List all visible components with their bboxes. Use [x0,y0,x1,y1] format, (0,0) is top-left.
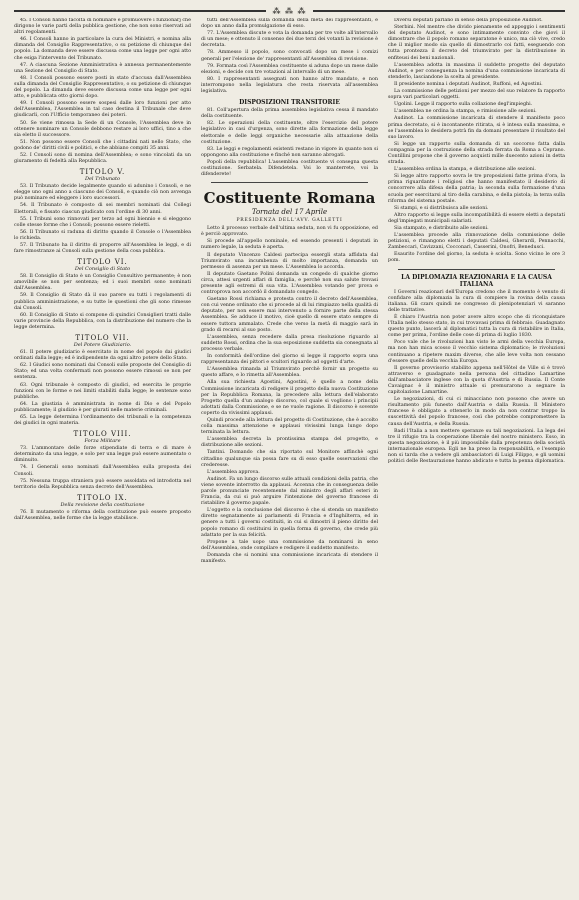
section-title: TITOLO VI. [77,258,128,267]
paragraph: Domanda che si nomini una commissione incaricata di stendere il manifesto. [201,552,378,565]
paragraph: Poco vale che le rivoluzioni han visto le armi della vecchia Europa, ma non han mica scosso il vecchio sistema diplomatico; le rivoluzioni continuano a ripetere maxim diverse, che alle leve volta non cessano d'essere quelle della vecchia Europa. [388,340,565,364]
paragraph: Badi l'Italia a non mettere speranze su tali negoziazioni. La lega dei tre il rifugio tra la cooperazione liberale del nostro ministero. Esso, in questa negoziazione, è il più impossibile dalla prepotenza della società internazionale europea. Egli ne ha preso la responsabilità, e l'esempio non si tarda che a vedere gli ambasciatori di Luigi Filippo, e gli uomini politici delle Restaurazione hanno abdicato e tutta la penna diplomatica. [388,428,565,465]
main-headline: Costituente Romana [203,189,376,208]
paragraph: 73. L'ammontare delle forze stipendiate di terra e di mare è determinato da una legge, e solo per una legge può essere aumentato o diminuito. [14,446,191,464]
top-rule [14,6,565,16]
paragraph: Il deputato Vincenzo Caldesi partecipa essergli stata affidata dal Triumvirato una incumbenza di molto importanza, domanda un permesso di assenza per un mese. L'Assemblea lo accorda. [201,252,378,270]
column-right [388,18,565,894]
paragraph: L'Assemblea rimanda al Triumvirato perchè fornir un progetto su questo affare, e lo rimetta all'Assemblea. [201,367,378,379]
section-subtitle: Della revisione della costituzione [60,501,145,508]
paragraph: 65. La legge determina l'ordinamento dei tribunali e la competenza dei giudici in ogni materia. [14,414,191,427]
paragraph: 58. Il Consiglio di Stato è un Consiglio Consultivo permanente; è non amovibile se non per sentenza; ed i suoi membri sono nominati dall'Assemblea. [14,274,191,292]
section-subtitle: Forza Militare [84,438,121,445]
paragraph: Quindi procede alla lettura del progetto di Costituzione, che è accolto colla massima attenzione e applausi vivissimi lunga lungo dopo terminata la lettura. [201,417,378,436]
paragraph: Tantini. Domando che sia riportato sul Monitore affinchè ogni cittadino qualunque sia possa fare su di esso quelle osservazioni che crederesse. [201,450,378,468]
article-group [14,350,191,427]
column-middle [201,18,378,894]
section-title: TITOLO IX. [77,493,128,502]
paragraph: 52. I Consoli sono di nomina dell'Assemblea; e sono vincolati da un giuramento di fedeltà alla Repubblica. [14,152,191,165]
paragraph: 77. L'Assemblea discute e vota la domanda per tre volte all'intervallo di un mese; e ottenuto il consenso dei due terzi dei votanti la revisione è decretata. [201,31,378,49]
paragraph: 56. Il Tribunato si raduna di diritto quando il Console o l'Assemblea lo richieda. [14,229,191,241]
section-title: LA DIPLOMAZIA REAZIONARIA E LA CAUSA ITALIANA [401,273,552,288]
top-rule-line [14,10,266,12]
paragraph: 83. Le leggi e regolamenti esistenti restano in vigore in quanto non si oppongono alla costituzione e finché non saranno abrogati. [201,146,378,158]
paragraph: 57. Il Tribunato ha il diritto di proporre all'Assemblea le leggi, e di fare rimostranze ai Consoli sulla gestione della cosa pubblica. [14,243,191,255]
article-group [14,274,191,331]
paragraph: 51. Non possono essere Consoli che i cittadini nati nello Stato, che godono de' diritti civili e politici, e che abbiano compiti 35 anni. [14,139,191,151]
paragraph: tutti dell'Assemblea sulla domanda della metà dei rappresentanti, e dopo un anno dalla promulgazione di esso. [201,18,378,30]
paragraph: 55. I Tribuni sono rinnovati per terzo ad ogni biennio e si eleggono colle stesse forme che i Consoli; possono essere rieletti. [14,216,191,228]
section-title: TITOLO VII. [75,334,130,343]
divider [398,269,555,270]
paragraph: Letto il processo verbale dell'ultima seduta, non vi fu opposizione, ed è perciò approvato. [201,226,378,238]
paragraph: L'assemblea approva. [207,469,260,475]
paragraph: 63. Ogni tribunale è composto di giudici, ed esercita le proprie funzioni con le forme e nei limiti stabiliti dalla legge; le sentenze sono pubbliche. [14,382,191,400]
paragraph: 76. Il mutamento o riforma della costituzione può essere proposto dall'Assemblea, nelle forme che la legge stabilisce. [14,509,191,521]
article-group [201,226,378,565]
article-group [388,18,565,265]
paragraph: Esaurito l'ordine del giorno, la seduta è sciolta. Sono vicino le ore 3 pom. [388,252,565,264]
paragraph: Sia stampato, e distribuito alle sezioni. [394,226,489,231]
paragraph: Ugolini. Legge il rapporto sulla collazione degl'impieghi. [394,102,533,108]
paragraph: 82. Le operazioni della costituente, oltre l'esercizio del potere legislativo in casi d'urgenza, sono dirette alla formazione della legge elettorale e delle leggi organiche necessarie alla attuazione della costituzione. [201,121,378,145]
paragraph: 79. Formata così l'Assemblea costituente si aduna dopo un mese dalle elezioni, e decide con tre votazioni al intervallo di un mese. [201,63,378,75]
paragraph: Il deputato Gaetano Polini domanda un congedo di qualche giorno circa, attesi urgenti affari di famiglia, e perchè non sua salute trovasi presente agli estremi di sua vita. L'Assemblea votando per prova e controprova non accordò il domandato congedo. [201,271,378,296]
article-group [14,446,191,491]
paragraph: 64. La giustizia è amministrata in nome di Dio e del Popolo pubblicamente; il giudizio è per giurati nelle materie criminali. [14,401,191,413]
ornament-icon: ⁂ ⁂ ⁂ [272,6,307,16]
divider [211,182,368,183]
paragraph: Si procede all'appello nominale, ed essendo presenti i deputati in numero legale, la seduta è aperta. [201,239,378,251]
paragraph: Popoli della repubblica! L'assemblea costituente vi consegna questa costituzione. Serbatela. Difendetela. Voi lo manterrete, voi la difenderete! [201,159,378,178]
paragraph: Alla sua richiesta Agostini, Agostini, è quello a nome della Commissione incaricata di redigere il progetto della nuova Costituzione per la Repubblica Romana, la precedere alla lettura dell'elaborato Progetto quella d'un analogo discorso, col quale si vogliono i principii adottati dalla Commissione, e se ne vuole ragione. Il discorso è sovente coperto da vivissimi applausi. [201,380,378,416]
paragraph: 53. Il Tribunato decide legalmente quando si adunino i Consoli, e ne elegge uno ogni anno a ciascuno dei Consoli, e quando ciò non avvenga può nominare ed eleggere i loro successori. [14,184,191,202]
paragraph: 60. Il Consiglio di Stato si compone di quindici Consiglieri tratti dalle varie provincie della Repubblica, con la distribuzione del numero che la legge determina. [14,312,191,330]
paragraph: 62. I Giudici sono nominati dai Consoli sulle proposte del Consiglio di Stato; ed una volta confermati non possono essere rimossi se non per sentenza. [14,363,191,381]
top-rule-line [313,10,565,12]
section-subtitle: Del Potere Giudiziario. [73,342,132,349]
paragraph: 61. Il potere giudiziario è esercitato in nome del popolo dai giudici ordinati dalla legge; ed è indipendente da ogni altro potere dello Stato. [14,350,191,362]
session-date: Tornata del 17 Aprile [251,208,328,217]
paragraph: 46. I Consoli hanno in particolare la cura dei Ministri, e nomina alla dimanda del Consiglio Rappresentativo, o su petizione di chiunque del popolo. La domanda deve essere discussa come una legge per ogni atto che esiga l'intervento del Tribunato. [14,37,191,61]
article-group [388,290,565,466]
paragraph: Il presidente nomina i deputati Audinot, Ruffoni, ed Agostini. [394,81,543,87]
paragraph: Si legge un rapporto sulla domanda di un soccorso fatta dalla compagnia per la costruzione della strada ferrata da Roma a Ceprano. Contillini propone che il governo acquisti mille duecento azioni in detta strada. [388,141,565,166]
paragraph: È chiaro l'Austria non poter avere altro scopo che di riconquistare l'Italia nello stesso stato, in cui trovavasi prima di febbraio. Guadagnato questo punto, lascerà al diplomatici tutta la cura di ristabilire in Italia, come per prima, l'ordine delle cose di prima di luglio 1830. [388,314,565,339]
paragraph: L'assemblea procede alla rinnovazione della commissione delle petizioni, e rimangono eletti i deputati Caldesi, Gherardi, Pennacchi, Zambeccari, Cavizzani, Cocconari, Casserini, Onofri, Benedusci. [388,233,565,251]
presidency-line: PRESIDENZA DELL'AVV. GALLETTI [236,218,343,224]
text-columns [14,18,565,894]
article-group [201,108,378,178]
paragraph: L'assemblea adotta in massima il suddetto progetto del deputato Audinot, e per conseguenza la nomina d'una commissione incaricata di stenderlo, lasciandone la scelta al presidente. [388,62,565,80]
paragraph: Altro rapporto si legge sulla incompatibilità di essere eletti a deputati degl'impiegati municipali salariati. [388,212,565,224]
article-group [14,121,191,166]
paragraph: Gaetano Rossi richiama e protesta contro il decreto dell'Assemblea, con cui venne ordinato che si procede al di lui rimpiazzo nella qualità di deputato, per non essere mai intervenuto a fornire parte della stessa Assemblea. Se adduce il motivo, cioè quello di essere stato sempre di essere tuttora ammalato. Crede che verso la metà di maggio sarà in grado di recarsi al suo posto. [201,297,378,333]
paragraph: 59. Il Consiglio di Stato dà il suo parere su tutti i regolamenti di pubblica amministrazione, e su tutte le questioni che gli sono rimesse dai Consoli. [14,293,191,311]
paragraph: L'assemblea ordina la stampa, e distribuzione alle sezioni. [394,167,536,173]
paragraph: L'oggetto e la conclusione del discorso è che si stenda un manifesto diretto segnatamente ai parlamenti di Francia e d'Inghilterra, ed in genere a tutti i governi costituiti, in cui si dimostri il pieno diritto del popolo romano di costituirsi in quella forma di governo, che crede più adattato per la sua felicità. [201,508,378,538]
paragraph: Si legge altro rapporto sovra le tre proposizioni fatte prima d'ora, la prima riguardante i religiosi che hanno manifestato il desiderio di concorrere alla difesa della patria; la seconda sulla formazione d'una scuola per esercitarsi al tiro della carabina, e della pistola; la terza sulla riforma del sistema postale. [388,174,565,204]
section-subtitle: Del Tribunato [84,176,121,183]
paragraph: 80. I rappresentanti assegnati non hanno altro mandato, e non interrompono nella legislatura che resta riservata all'assemblea legislativa. [201,76,378,95]
paragraph: Il governo provvisorio stabilito appena nell'Hôtel de Ville si è trovò attraverso e guadagnato nella persona del cittadino Lamartine dall'ambasciatore inglese con la quota d'Austria e di Russia. Il Conte Cavaignac è il ministro attuale si premurarono a segnare la capitolazione Lamartine. [388,365,565,396]
paragraph: L'assemblea decreta la prontissima stampa del progetto, e distribuzione alle sezioni. [201,437,378,449]
paragraph: 74. I Generali sono nominati dall'Assemblea sulla proposta dei Consoli. [14,465,191,477]
paragraph: La commissione delle petizioni per mezzo del suo relatore fa rapporto sopra vari particolari oggetti. [388,89,565,101]
paragraph: 50. Se viene rimossa la Sede di un Console, l'Assemblea deve in ottenere nominare un Console debbono restare ai loro uffici, tino a che sia eletto il successore. [14,120,191,138]
paragraph: 45. I Consoli hanno facoltà di nominare e promuovere i funzionarj che dirigono le varie parti della pubblica gestione, che non sono riservati ad altri regolamenti. [14,18,191,36]
paragraph: 54. Il Tribunato è composto di sei membri nominati dai Collegi Elettorali, e fissato ciascun giudicato con l'ordine di 30 anni. [14,203,191,215]
section-subtitle: Del Consiglio di Stato [74,266,131,273]
section-title: DISPOSIZIONI TRANSITORIE [239,99,340,107]
paragraph: L'assemblea ne ordina la stampa, e rimissione alle sezioni. [394,109,537,115]
paragraph: 75. Nessuna truppa straniera può essere assoldata ed introdotta nel territorio della Repubblica senza decreto dell'Assemblea. [14,478,191,490]
paragraph: L'assemblea, senza recedere dalla presa risoluzione riguardo al suddetto Rossi, ordina che la sua esposizione suddetta sia consegnata al processo verbale. [201,334,378,352]
paragraph: Le negoziazioni, di cui ci minacciano non possono che avere un risultamento più funesto dall'Austria e dalla Russia. Il Ministero francese è obbligato a ottenerlo in modo da non contrar troppo la suscettività del popolo francese, così che potrebbe compromettere la causa dell'Austria, e della Russia. [388,397,565,427]
article-group [14,510,191,522]
paragraph: 48. I Consoli possono essere posti in stato d'accusa dall'Assemblea sulla dimanda del Consiglio Rappresentativo, o su petizione di chiunque del popolo. La dimanda deve essere discussa come una legge per ogni atto, e pubblicata otto giorni dopo. [14,75,191,100]
paragraph: Diversi deputati parlano in senso della proposizione Audinot. [394,18,543,23]
article-group [14,184,191,255]
paragraph: 47. A ciascuna Sezione Amministrativa è annessa permanentemente una Sezione del Consiglio di Stato. [14,62,191,74]
paragraph: 78. Ammesso il popolo, sono convocati dopo un mese i comizi generali per l'elezione de' rappresentanti all'Assemblea di revisione. [201,50,378,62]
paragraph: I Governi reazionari dell'Europa credono che il momento è venuto di confidare alla diplomazia la cura di compiere la rovina della causa italiana. Gli czars quindi ne congresso di plenipotenziari vi saranno delle trattative. [388,289,565,313]
column-left [14,18,191,894]
paragraph: Propone a tale uopo una commissione da nominarsi in seno dell'Assemblea, onde compilare e redigere il suddetto manifesto. [201,539,378,551]
paragraph: Sterbini. Nel mentre che divido pienamente ed appoggio i sentimenti del deputato Audinot, e sono intimamente convinto che giovi il dimostrare che il popolo romano separatone è unico, ma ciò vive, credo che il miglior modo sia quello di dimostrarlo coi fatti, eseguendo con tutta prontezza il decreto del triumvirato per la distribuzione in enfiteusi dei beni nazionali. [388,25,565,61]
section-title: TITOLO V. [79,168,126,177]
article-group [201,18,378,95]
paragraph: 81. Coll'apertura della prima assemblea legislativa cessa il mandato della costituente. [201,108,378,120]
paragraph: Si stampi, e si distribuisca alle sezioni. [394,205,489,211]
paragraph: In conformità dell'ordine del giorno si legge il rapporto sopra una rappresentanza dei pittori e scultori riguardo ad oggetti d'arte. [201,354,378,366]
section-title: TITOLO VIII. [73,430,132,439]
paragraph: 49. I Consoli possono essere sospesi dalle loro funzioni per atto dell'Assemblea, l'Assemblea in tal caso destina il Tribunale che deve giudicarli, con l'Ufficio temporaneo dei poteri. [14,101,191,119]
article-group [14,18,191,120]
paragraph: Audinot. La commissione incaricata di stendere il manifesto poco prima decretato, si è incontanente ritirata, si è intesa sulla massima, e se l'assemblea lo desidera potrà fin da domani presentare il risultato del suo lavoro. [388,116,565,140]
paragraph: Audinot. Fa un lungo discorso sulle attuali condizioni della patria, che viene sovente interrotto da applausi. Accenna che in conseguenza delle parole pronunciate recentemente dal ministro degli affari esteri in Francia, da cui si può arguire l'intenzione del governo francese di ristabilire il governo papale. [201,476,378,507]
